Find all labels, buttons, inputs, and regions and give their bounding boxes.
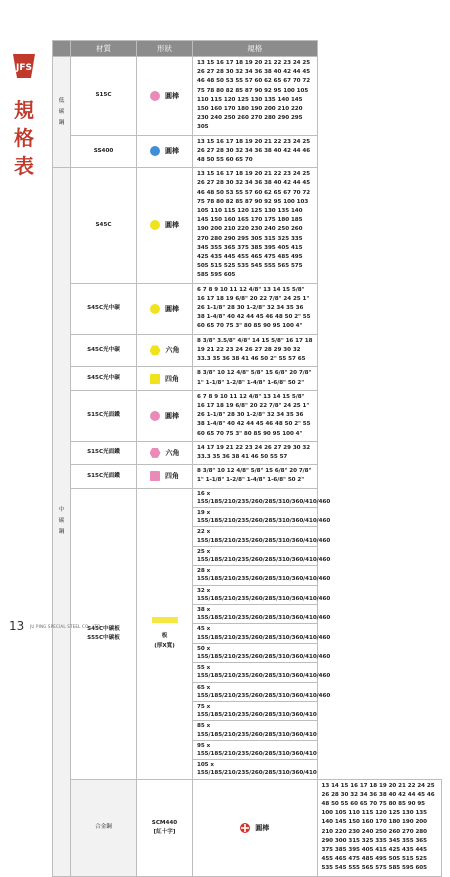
- plate-spec-cell: 38 x 155/185/210/235/260/285/310/360/410/460: [193, 604, 318, 623]
- spec-cell: 8 3/8" 3.5/8" 4/8" 14 15 5/8" 16 17 18 19 21 22 23 24 26 27 28 29 30 32 33.3 35 36 38 41 46 50 2" 55 57 65: [193, 334, 318, 367]
- table-row: [53, 168, 442, 283]
- plate-spec-cell: 95 x 155/185/210/235/260/285/310/360/410: [193, 740, 318, 759]
- plate-spec-cell: 65 x 155/185/210/235/260/285/310/360/410/460: [193, 682, 318, 701]
- page-footer: [0, 616, 450, 637]
- spec-cell: 13 15 16 17 18 19 20 21 22 23 24 25 26 27 28 30 32 34 36 38 40 42 44 46 48 50 55 60 65 70: [193, 135, 318, 168]
- header-spec: 規格: [193, 41, 318, 57]
- plate-spec-cell: 25 x 155/185/210/235/260/285/310/360/410/460: [193, 546, 318, 565]
- category-medium-carbon: 中碳鋼: [53, 168, 71, 876]
- spec-cell: 6 7 8 9 10 11 12 4/8" 13 14 15 5/8" 16 17 18 19 6/8" 20 22 7/8" 24 25 1" 26 1-1/8" 28 30 1-2/8" 32 34 35 36 38 1-4/8" 40 42 44 45 46 48 50 2" 55 60 65 70 75 3" 80 85 90 95 100 4": [193, 283, 318, 334]
- pink-hexagon-icon: [150, 448, 161, 458]
- yellow-square-icon: [150, 374, 160, 384]
- plate-material-2: S55C中碳板: [87, 634, 120, 641]
- plate-spec-cell: 75 x 155/185/210/235/260/285/310/360/410: [193, 702, 318, 721]
- material-cell: S45C: [71, 168, 137, 283]
- shape-cell: [137, 135, 193, 168]
- table-row: [53, 334, 442, 367]
- material-cell: S15C光面鐵: [71, 465, 137, 488]
- shape-label: 六角: [165, 346, 180, 355]
- plate-spec-cell: 16 x 155/185/210/235/260/285/310/360/410/460: [193, 488, 318, 507]
- material-cell: SS400: [71, 135, 137, 168]
- svg-text:JFS: JFS: [16, 63, 32, 73]
- blue-circle-icon: [150, 146, 160, 156]
- material-cell: S45C光中碳: [71, 334, 137, 367]
- table-row: [53, 465, 442, 488]
- plate-spec-cell: 105 x 155/185/210/235/260/285/310/360/410: [193, 760, 318, 779]
- spec-cell: 8 3/8" 10 12 4/8" 5/8" 15 6/8" 20 7/8" 1" 1-1/8" 1-2/8" 1-4/8" 1-6/8" 50 2": [193, 367, 318, 390]
- shape-cell: [137, 57, 193, 136]
- material-cell: S15C: [71, 57, 137, 136]
- plate-material-1: S45C中碳板: [87, 625, 120, 632]
- material-cell: [137, 779, 193, 876]
- shape-label: 圓棒: [165, 221, 179, 230]
- shape-cell: [137, 465, 193, 488]
- plate-spec-cell: 85 x 155/185/210/235/260/285/310/360/410: [193, 721, 318, 740]
- plate-spec-cell: 32 x 155/185/210/235/260/285/310/360/410/460: [193, 585, 318, 604]
- yellow-circle-icon: [150, 220, 160, 230]
- yellow-hexagon-icon: [150, 345, 161, 355]
- material-cell: S15C光面鐵: [71, 441, 137, 464]
- material-cell: S45C光中碳: [71, 367, 137, 390]
- plate-spec-cell: 28 x 155/185/210/235/260/285/310/360/410/460: [193, 566, 318, 585]
- shape-label: 圓棒: [165, 147, 179, 156]
- shape-cell: [137, 334, 193, 367]
- plate-spec-cell: 19 x 155/185/210/235/260/285/310/360/410/460: [193, 507, 318, 526]
- spec-table: [52, 40, 442, 877]
- shape-cell: [137, 390, 193, 441]
- table-row: [53, 390, 442, 441]
- spec-cell: 14 17 19 21 22 23 24 26 27 29 30 32 33.3 35 36 38 41 46 50 55 57: [193, 441, 318, 464]
- pink-square-icon: [150, 471, 160, 481]
- plate-spec-cell: 55 x 155/185/210/235/260/285/310/360/410/460: [193, 663, 318, 682]
- material-cell: S15C光面鐵: [71, 390, 137, 441]
- scm440-note: [紅十字]: [153, 828, 176, 835]
- table-row: [53, 488, 442, 507]
- page-number: 13: [9, 619, 25, 633]
- company-name: JU PING SPECIAL STEEL CO., LTD.: [30, 624, 102, 629]
- shape-label: 四角: [165, 374, 179, 383]
- table-row: [53, 441, 442, 464]
- spec-cell: 13 15 16 17 18 19 20 21 22 23 24 25 26 27 28 30 32 34 36 38 40 42 44 45 46 48 50 53 55 57 60 62 65 67 70 72 75 78 80 82 85 87 90 92 95 100 105 110 115 120 125 130 135 140 145 150 160 170 180 190 200 210 220 230 240 250 260 270 280 290 295 305: [193, 57, 318, 136]
- plate-shape-sub: (厚X寬): [154, 642, 175, 649]
- category-alloy: 合金鋼: [71, 779, 137, 876]
- shape-label: 圓棒: [255, 823, 270, 832]
- shape-label: 六角: [165, 448, 180, 457]
- table-row: [53, 135, 442, 168]
- header-material: 材質: [71, 41, 137, 57]
- shape-label: 圓棒: [165, 304, 179, 313]
- company-logo-icon: [9, 50, 39, 82]
- plate-spec-cell: 50 x 155/185/210/235/260/285/310/360/410/460: [193, 643, 318, 662]
- scm440-material: SCM440: [151, 819, 178, 826]
- category-low-carbon: 低碳鋼: [53, 57, 71, 168]
- shape-cell: [137, 168, 193, 283]
- shape-cell: [137, 367, 193, 390]
- page-side-title: 規格表: [14, 98, 34, 178]
- shape-cell: [137, 441, 193, 464]
- table-row: [53, 779, 442, 876]
- header-shape: 形狀: [137, 41, 193, 57]
- pink-circle-icon: [150, 91, 160, 101]
- shape-cell: [137, 283, 193, 334]
- plate-shape-label: 板: [161, 632, 168, 639]
- material-cell: S45C光中碳: [71, 283, 137, 334]
- shape-label: 四角: [165, 472, 179, 481]
- spec-cell: 13 15 16 17 18 19 20 21 22 23 24 25 26 27 28 30 32 34 36 38 40 42 44 45 46 48 50 53 55 57 60 62 65 67 70 72 75 78 80 82 85 87 90 92 95 100 103 105 110 115 120 125 130 135 140 145 150 160 165 170 175 180 185 190 200 210 220 230 240 250 260 270 280 290 295 305 315 325 335 345 355 365 375 385 395 405 415 425 435 445 455 465 475 485 495 505 515 525 535 545 555 565 575 585 595 605: [193, 168, 318, 283]
- shape-cell: [193, 779, 318, 876]
- table-row: [53, 283, 442, 334]
- pink-circle-icon: [150, 411, 160, 421]
- shape-label: 圓棒: [165, 411, 179, 420]
- header-category: [53, 41, 71, 57]
- table-row: [53, 57, 442, 136]
- yellow-circle-icon: [150, 304, 160, 314]
- table-header-row: [53, 41, 442, 57]
- spec-cell: 6 7 8 9 10 11 12 4/8" 13 14 15 5/8" 16 17 18 19 6/8" 20 22 7/8" 24 25 1" 26 1-1/8" 28 30 1-2/8" 32 34 35 36 38 1-4/8" 40 42 44 45 46 48 50 2" 55 60 65 70 75 3" 80 85 90 95 100 4": [193, 390, 318, 441]
- plate-spec-cell: 45 x 155/185/210/235/260/285/310/360/410/460: [193, 624, 318, 643]
- spec-cell: 13 14 15 16 17 18 19 20 21 22 24 25 26 28 30 32 34 36 38 40 42 44 45 46 48 50 55 60 65 70 75 80 85 90 95 100 105 110 115 120 125 130 135 140 145 150 160 170 180 190 200 210 220 230 240 250 260 270 280 290 300 315 325 335 345 355 365 375 385 395 405 415 425 435 445 455 465 475 485 495 505 515 525 535 545 555 565 575 585 595 605: [317, 779, 442, 876]
- table-row: [53, 367, 442, 390]
- shape-label: 圓棒: [165, 91, 179, 100]
- spec-cell: 8 3/8" 10 12 4/8" 5/8" 15 6/8" 20 7/8" 1" 1-1/8" 1-2/8" 1-4/8" 1-6/8" 50 2": [193, 465, 318, 488]
- plate-spec-cell: 22 x 155/185/210/235/260/285/310/360/410/460: [193, 527, 318, 546]
- red-cross-circle-icon: [240, 823, 250, 833]
